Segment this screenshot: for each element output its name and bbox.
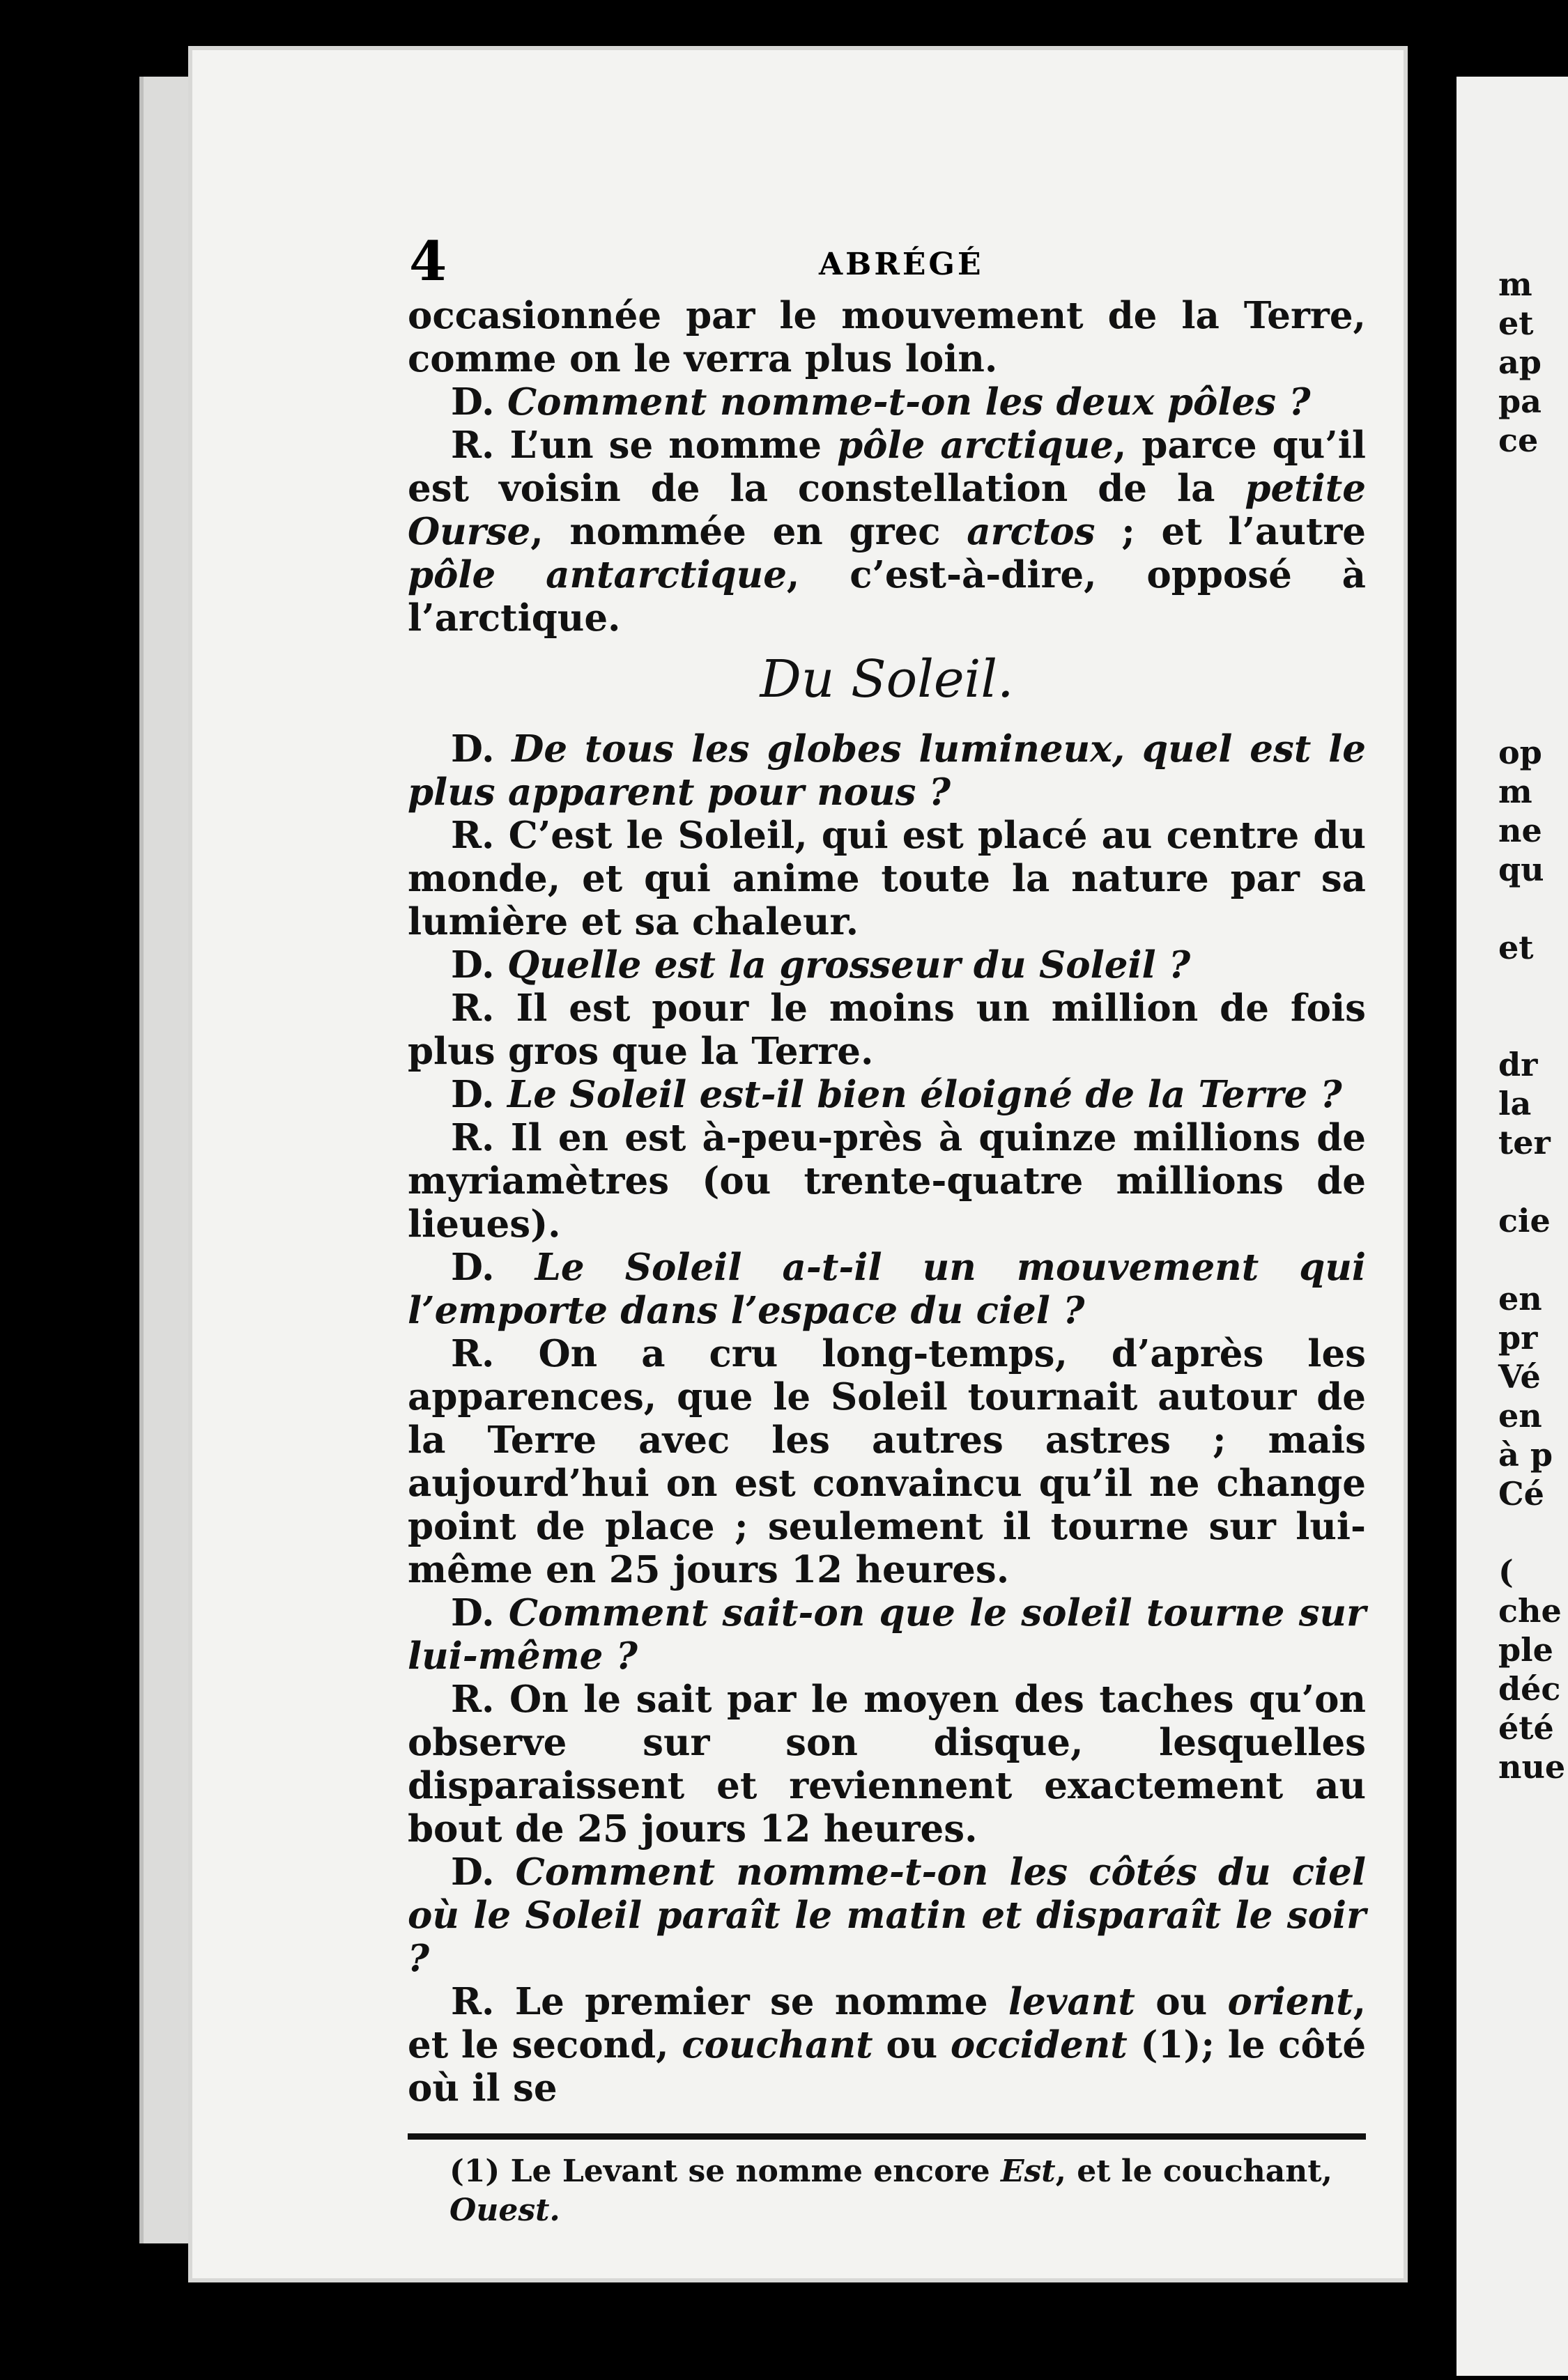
adjacent-line [1498,499,1565,538]
adjacent-line: pr [1498,1319,1538,1357]
adjacent-page-text [1498,265,1565,1786]
adjacent-line [1498,1006,1565,1045]
adjacent-line: à p [1498,1436,1553,1474]
adjacent-line [1498,1162,1565,1201]
adjacent-line [1498,655,1565,694]
answer: R. On a cru long-temps, d’après les apparences, que le Soleil tournait autour de la Terre avec les autres astres ; mais aujourd’hui on est convaincu qu’il ne change point de place ; seulement il tourne sur lui-même en 25 jours 12 heures. [408,1332,1366,1591]
page-content [408,230,1366,2230]
adjacent-line: été [1498,1709,1554,1747]
adjacent-line: dr [1498,1046,1538,1083]
adjacent-line: m [1498,265,1532,303]
adjacent-line: ce [1498,422,1539,459]
adjacent-line: et [1498,929,1534,966]
adjacent-line [1498,694,1565,733]
qa-list [408,727,1366,1980]
adjacent-line: ple [1498,1631,1553,1669]
answer: R. Il est pour le moins un million de fois plus gros que la Terre. [408,987,1367,1073]
answer: R. C’est le Soleil, qui est placé au centre du monde, et qui anime toute la nature par sa lumière et sa chaleur. [408,814,1367,943]
adjacent-line [1498,1513,1565,1552]
adjacent-line: Cé [1498,1475,1544,1513]
answer: R. Le premier se nomme levant ou orient, et le second, couchant ou occident (1); le côté où il se [408,1980,1367,2110]
adjacent-line: che [1498,1592,1562,1630]
question: D. Comment sait-on que le soleil tourne sur lui-même ? [408,1591,1366,1678]
question: D. Comment nomme-t-on les côtés du ciel où le Soleil paraît le matin et disparaît le soir ? [408,1850,1367,1980]
adjacent-line: cie [1498,1202,1551,1239]
adjacent-line: qu [1498,851,1544,888]
adjacent-line: ( [1498,1553,1514,1591]
answer: R. On le sait par le moyen des taches qu’on observe sur son disque, lesquelles disparaissent et reviennent exactement au bout de 25 jours 12 heures. [408,1678,1366,1850]
adjacent-line [1498,577,1565,616]
footnote-rule [408,2133,1366,2140]
question: D. Comment nomme-t-on les deux pôles ? [451,380,1311,424]
adjacent-line: en [1498,1397,1542,1435]
adjacent-line: Vé [1498,1358,1541,1396]
adjacent-line: déc [1498,1670,1561,1708]
adjacent-line: pa [1498,382,1542,420]
adjacent-line: ne [1498,812,1542,849]
question: D. De tous les globes lumineux, quel est le plus apparent pour nous ? [408,727,1366,814]
page-header [408,230,1366,294]
question: D. Le Soleil a-t-il un mouvement qui l’emporte dans l’espace du ciel ? [408,1246,1366,1332]
answer: R. Il en est à-peu-près à quinze millions de myriamètres (ou trente-quatre millions de lieues). [408,1116,1367,1246]
adjacent-line [1498,460,1565,499]
section-title: Du Soleil. [760,649,1014,709]
running-head: ABRÉGÉ [819,247,984,282]
page-number: 4 [409,230,447,293]
adjacent-line: et [1498,304,1534,342]
adjacent-line [1498,538,1565,577]
adjacent-line: ter [1498,1124,1551,1161]
footnote: (1) Le Levant se nomme encore Est, et le couchant, Ouest. [449,2154,1332,2228]
adjacent-line: op [1498,734,1542,771]
adjacent-line: m [1498,773,1532,810]
adjacent-line: en [1498,1280,1542,1318]
adjacent-line [1498,967,1565,1006]
adjacent-line [1498,1240,1565,1279]
adjacent-line: la [1498,1085,1532,1122]
question: D. Quelle est la grosseur du Soleil ? [451,943,1191,987]
adjacent-line [1498,616,1565,655]
paragraph: occasionnée par le mouvement de la Terre, comme on le verra plus loin. [408,294,1366,380]
answer: R. L’un se nomme pôle arctique, parce qu’il est voisin de la constellation de la petite Ourse, nommée en grec arctos ; et l’autre pôle antarctique, c’est-à-dire, opposé à l’arctique. [408,424,1366,640]
adjacent-line [1498,889,1565,928]
adjacent-line: nue [1498,1748,1566,1786]
question: D. Le Soleil est-il bien éloigné de la Terre ? [451,1073,1342,1116]
adjacent-line: ap [1498,343,1542,381]
